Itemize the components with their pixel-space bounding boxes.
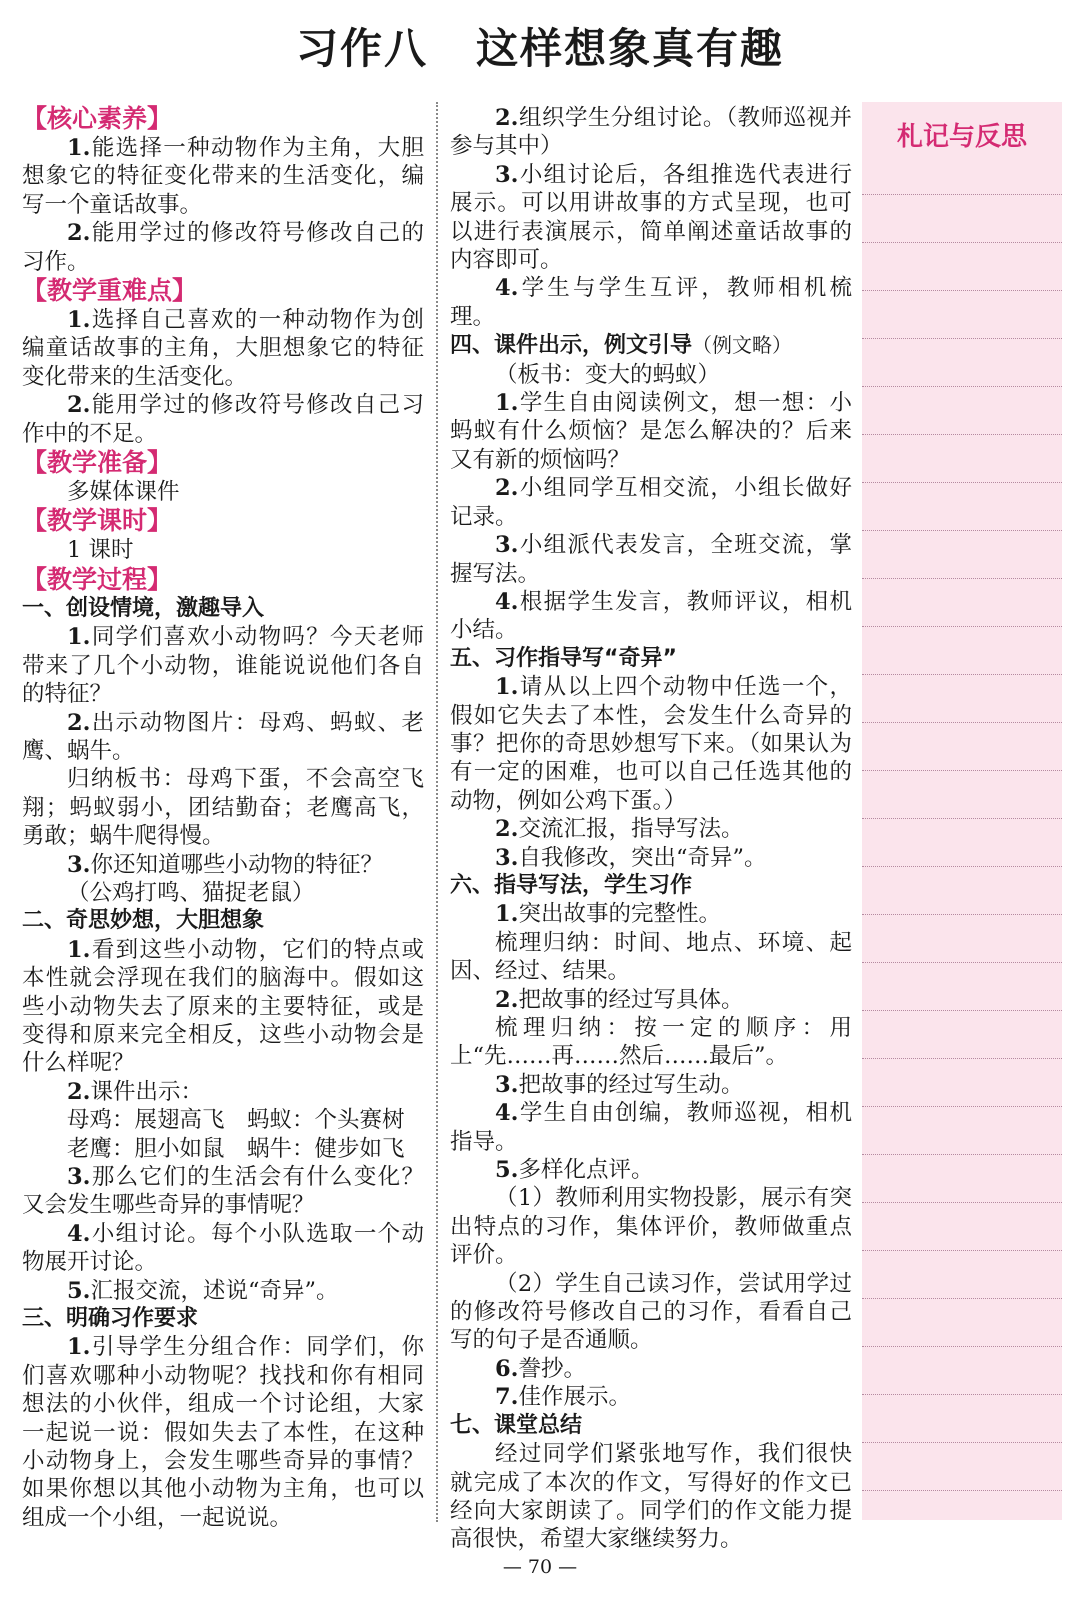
item-number: 1. bbox=[495, 674, 519, 701]
item-text: 看到这些小动物，它们的特点或本性就会浮现在我们的脑海中。假如这些小动物失去了原来的主要特征，或是变得和原来完全相反，这些小动物会是什么样呢？ bbox=[22, 936, 424, 1077]
notes-title: 札记与反思 bbox=[896, 122, 1027, 152]
paragraph bbox=[450, 986, 852, 1014]
item-text: 佳作展示。 bbox=[518, 1384, 632, 1411]
section-heading: 【教学课时】 bbox=[22, 506, 173, 536]
paragraph bbox=[22, 1333, 424, 1532]
note-line bbox=[862, 626, 1062, 627]
paragraph bbox=[22, 623, 424, 708]
note-line bbox=[862, 914, 1062, 915]
column-divider bbox=[436, 102, 438, 1522]
item-text: 能用学过的修改符号修改自己的习作。 bbox=[22, 220, 424, 275]
paragraph bbox=[22, 134, 424, 219]
note-line bbox=[862, 338, 1062, 339]
step-heading: 二、奇思妙想，大胆想象 bbox=[22, 908, 265, 934]
item-number: 2. bbox=[495, 105, 519, 131]
item-text: 把故事的经过写具体。 bbox=[518, 986, 744, 1013]
note-line bbox=[862, 1298, 1062, 1299]
item-number: 3. bbox=[495, 532, 519, 559]
paragraph: 梳理归纳：按一定的顺序：用上“先……再……然后……最后”。 bbox=[450, 1015, 852, 1070]
paragraph bbox=[450, 161, 852, 275]
paragraph bbox=[450, 104, 852, 161]
slide-row: 老鹰：胆小如鼠 蜗牛：健步如飞 bbox=[67, 1135, 405, 1162]
paragraph bbox=[450, 900, 852, 928]
section-heading: 【教学重难点】 bbox=[22, 276, 198, 306]
note-line bbox=[862, 1490, 1062, 1491]
item-text: 组织学生分组讨论。（教师巡视并参与其中） bbox=[450, 105, 852, 160]
note-line bbox=[862, 290, 1062, 291]
left-column bbox=[22, 104, 424, 1532]
paragraph: （板书：变大的蚂蚁） bbox=[495, 361, 721, 388]
note-line bbox=[862, 1010, 1062, 1011]
item-text: 小组讨论。每个小队选取一个动物展开讨论。 bbox=[22, 1220, 424, 1276]
note-line bbox=[862, 1250, 1062, 1251]
item-number: 4. bbox=[495, 1100, 519, 1127]
paragraph: 归纳板书：母鸡下蛋，不会高空飞翔；蚂蚁弱小，团结勤奋；老鹰高飞，勇敢；蜗牛爬得慢。 bbox=[22, 766, 424, 850]
paragraph bbox=[450, 531, 852, 588]
paragraph: （公鸡打鸣、猫捉老鼠） bbox=[67, 879, 315, 906]
paragraph bbox=[450, 1383, 852, 1411]
item-number: 7. bbox=[495, 1384, 519, 1411]
middle-column bbox=[450, 104, 852, 1554]
item-number: 4. bbox=[495, 588, 519, 615]
note-line bbox=[862, 482, 1062, 483]
paragraph: （1）教师利用实物投影，展示有突出特点的习作，集体评价，教师做重点评价。 bbox=[450, 1185, 852, 1269]
item-number: 5. bbox=[67, 1277, 91, 1304]
title-text: 这样想象真有趣 bbox=[476, 24, 785, 73]
paragraph bbox=[22, 1220, 424, 1277]
item-text: 汇报交流，述说“奇异”。 bbox=[90, 1277, 339, 1304]
step-heading-note: （例文略） bbox=[692, 333, 793, 358]
note-line bbox=[862, 1154, 1062, 1155]
item-number: 1. bbox=[67, 936, 91, 963]
paragraph bbox=[22, 391, 424, 448]
paragraph bbox=[450, 1071, 852, 1099]
paragraph bbox=[22, 1078, 424, 1106]
paragraph bbox=[22, 936, 424, 1078]
item-number: 3. bbox=[495, 844, 519, 871]
item-number: 5. bbox=[495, 1157, 519, 1184]
item-number: 2. bbox=[67, 392, 91, 419]
item-number: 1. bbox=[495, 390, 519, 417]
paragraph bbox=[450, 274, 852, 331]
item-text: 小组同学互相交流，小组长做好记录。 bbox=[450, 475, 852, 530]
item-text: 选择自己喜欢的一种动物作为创编童话故事的主角，大胆想象它的特征变化带来的生活变化。 bbox=[22, 307, 424, 390]
paragraph bbox=[450, 588, 852, 645]
note-line bbox=[862, 386, 1062, 387]
item-text: 誊抄。 bbox=[518, 1355, 587, 1382]
note-line bbox=[862, 962, 1062, 963]
page-title bbox=[0, 16, 1080, 76]
paragraph: （2）学生自己读习作，尝试用学过的修改符号修改自己的习作，看看自己写的句子是否通顺。 bbox=[450, 1270, 852, 1354]
item-number: 4. bbox=[67, 1220, 91, 1247]
item-number: 1. bbox=[67, 307, 91, 334]
item-text: 那么它们的生活会有什么变化？又会发生哪些奇异的事情呢？ bbox=[22, 1164, 424, 1219]
paragraph bbox=[22, 1163, 424, 1220]
item-number: 2. bbox=[495, 816, 519, 843]
unit-label: 习作八 bbox=[295, 24, 428, 73]
item-text: 学生与学生互评，教师相机梳理。 bbox=[450, 275, 852, 330]
step-heading: 三、明确习作要求 bbox=[22, 1306, 199, 1332]
step-heading: 一、创设情境，激趣导入 bbox=[22, 595, 265, 621]
item-number: 1. bbox=[67, 1334, 91, 1361]
paragraph bbox=[450, 815, 852, 843]
item-text: 你还知道哪些小动物的特征？ bbox=[90, 851, 384, 878]
section-heading: 【教学准备】 bbox=[22, 448, 173, 478]
item-text: 能选择一种动物作为主角，大胆想象它的特征变化带来的生活变化，编写一个童话故事。 bbox=[22, 135, 424, 218]
paragraph bbox=[22, 709, 424, 766]
item-number: 2. bbox=[67, 1078, 91, 1105]
section-heading: 【核心素养】 bbox=[22, 104, 173, 133]
item-number: 1. bbox=[495, 901, 519, 928]
paragraph bbox=[450, 1355, 852, 1383]
item-text: 请从以上四个动物中任选一个，假如它失去了本性，会发生什么奇异的事？把你的奇思妙想写下来。（如果认为有一定的困难，也可以自己任选其他的动物，例如公鸡下蛋。） bbox=[450, 674, 852, 814]
notes-panel bbox=[862, 102, 1062, 1520]
note-line bbox=[862, 434, 1062, 435]
paragraph: 梳理归纳：时间、地点、环境、起因、经过、结果。 bbox=[450, 929, 852, 985]
item-number: 1. bbox=[67, 624, 91, 651]
item-text: 学生自由创编，教师巡视，相机指导。 bbox=[450, 1100, 852, 1155]
paragraph bbox=[450, 1099, 852, 1156]
step-heading-text: 四、课件出示，例文引导 bbox=[450, 333, 693, 359]
note-line bbox=[862, 722, 1062, 723]
item-text: 出示动物图片：母鸡、蚂蚁、老鹰、蜗牛。 bbox=[22, 709, 424, 764]
item-text: 交流汇报，指导写法。 bbox=[518, 816, 744, 843]
item-number: 3. bbox=[67, 1164, 91, 1190]
item-text: 自我修改，突出“奇异”。 bbox=[518, 844, 767, 871]
paragraph: 经过同学们紧张地写作，我们很快就完成了本次的作文，写得好的作文已经向大家朗读了。同学们的作文能力提高很快，希望大家继续努力。 bbox=[450, 1441, 852, 1553]
note-line bbox=[862, 530, 1062, 531]
item-text: 学生自由阅读例文，想一想：小蚂蚁有什么烦恼？是怎么解决的？后来又有新的烦恼吗？ bbox=[450, 390, 852, 473]
item-number: 2. bbox=[67, 220, 91, 247]
note-line bbox=[862, 1346, 1062, 1347]
item-text: 小组讨论后，各组推选代表进行展示。可以用讲故事的方式呈现，也可以进行表演展示，简单阐述童话故事的内容即可。 bbox=[450, 161, 852, 274]
item-number: 4. bbox=[495, 275, 519, 302]
item-number: 2. bbox=[67, 709, 91, 736]
paragraph bbox=[22, 219, 424, 276]
item-text: 引导学生分组合作：同学们，你们喜欢哪种小动物呢？找找和你有相同想法的小伙伴，组成一个讨论组，大家一起说一说：假如失去了本性，在这种小动物身上，会发生哪些奇异的事情？如果你想以其他小动物为主角，也可以组成一个小组，一起说说。 bbox=[22, 1334, 424, 1531]
note-line bbox=[862, 1058, 1062, 1059]
note-line bbox=[862, 1442, 1062, 1443]
item-text: 根据学生发言，教师评议，相机小结。 bbox=[450, 588, 852, 644]
page-number: — 70 — bbox=[502, 1556, 578, 1578]
item-number: 2. bbox=[495, 986, 519, 1013]
note-line bbox=[862, 1106, 1062, 1107]
item-text: 课件出示： bbox=[90, 1078, 204, 1105]
item-text: 多样化点评。 bbox=[518, 1157, 654, 1184]
paragraph bbox=[450, 673, 852, 815]
item-number: 6. bbox=[495, 1355, 519, 1382]
note-line bbox=[862, 194, 1062, 195]
item-text: 小组派代表发言，全班交流，掌握写法。 bbox=[450, 532, 852, 587]
paragraph: 多媒体课件 bbox=[67, 479, 180, 506]
paragraph bbox=[22, 1277, 424, 1305]
slide-row: 母鸡：展翅高飞 蚂蚁：个头赛树 bbox=[67, 1107, 405, 1134]
note-line bbox=[862, 866, 1062, 867]
item-number: 1. bbox=[67, 135, 91, 161]
note-line bbox=[862, 1394, 1062, 1395]
note-line bbox=[862, 578, 1062, 579]
item-text: 能用学过的修改符号修改自己习作中的不足。 bbox=[22, 392, 424, 447]
note-line bbox=[862, 242, 1062, 243]
item-text: 把故事的经过写生动。 bbox=[518, 1071, 744, 1098]
item-number: 3. bbox=[495, 1071, 519, 1098]
paragraph bbox=[450, 474, 852, 531]
paragraph bbox=[450, 389, 852, 474]
paragraph bbox=[450, 844, 852, 872]
section-heading: 【教学过程】 bbox=[22, 564, 173, 594]
step-heading: 六、指导写法，学生习作 bbox=[450, 872, 693, 898]
note-line bbox=[862, 1202, 1062, 1203]
step-heading: 五、习作指导写“奇异” bbox=[450, 645, 677, 671]
item-number: 2. bbox=[495, 475, 519, 502]
paragraph: 1 课时 bbox=[67, 537, 134, 564]
item-text: 同学们喜欢小动物吗？今天老师带来了几个小动物，谁能说说他们各自的特征？ bbox=[22, 624, 424, 708]
item-number: 3. bbox=[495, 161, 519, 188]
paragraph bbox=[450, 1156, 852, 1184]
step-heading bbox=[450, 331, 852, 360]
item-number: 3. bbox=[67, 851, 91, 878]
note-line bbox=[862, 818, 1062, 819]
note-line bbox=[862, 770, 1062, 771]
paragraph bbox=[22, 306, 424, 391]
note-line bbox=[862, 674, 1062, 675]
item-text: 突出故事的完整性。 bbox=[518, 901, 722, 928]
paragraph bbox=[22, 851, 424, 879]
step-heading: 七、课堂总结 bbox=[450, 1412, 583, 1438]
